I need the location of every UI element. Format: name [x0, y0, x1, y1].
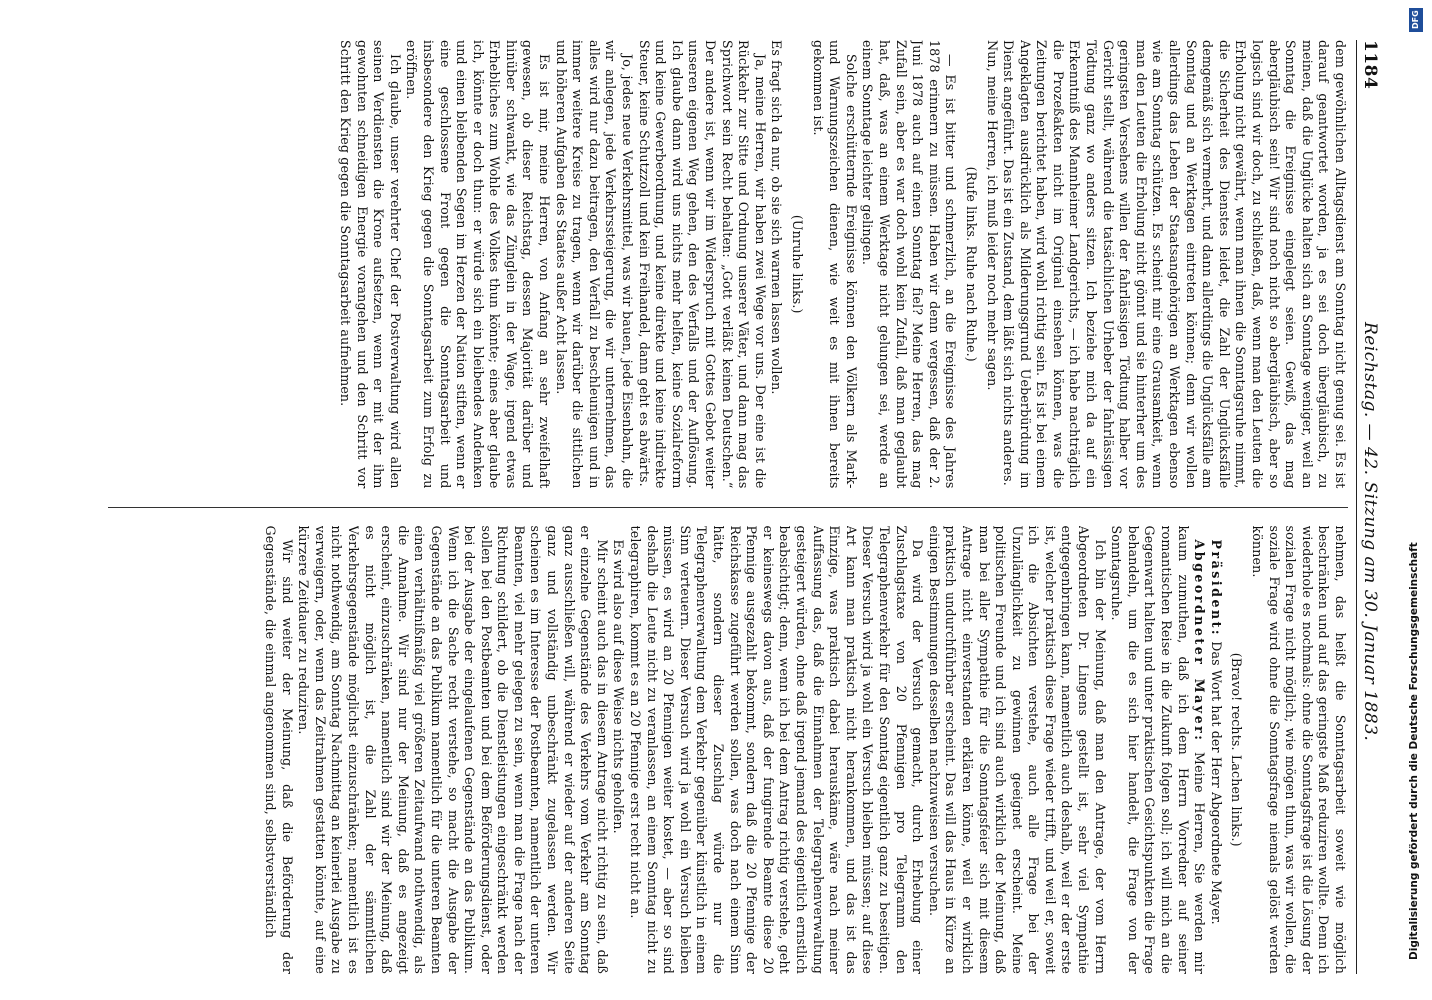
paragraph: [1000, 40, 1348, 489]
paragraph-text: Da wird der Versuch gemacht, durch Erhebung einer Zuschlagstaxe von 20 Pfennigen pro Telegramm den Telegraphenverkehr für den Sonntag eigentlich ganz zu beseitigen. Dieser Versuch wird ja wohl ein Versuch bleiben müssen; auf diese Art kann man praktisch nicht herankommen, und das ist das Einzige, was praktisch dabei herauskäme, wäre nach meiner Auffassung das, daß die Einnahmen der Telegraphenverwaltung gesteigert würden, ohne daß irgend jemand des eigentlich ernstlich beabsichtigt; denn, wenn ich bei dem Antrag richtig verstehe, geht er keineswegs davon aus, daß der fungirende Beamte diese 20 Pfennige ausgezahlt bekommt, sondern daß die 20 Pfennige der Reichskasse zugeführt werden sollen, was doch nach einem Sinn hätte, sondern dieser Zuschlag würde nur die Telegraphenverwaltung dem Verkehr gegenüber künstlich in einem Sinn verteuern. Dieser Versuch wird ja wohl ein Versuch bleiben müssen, es wird an 20 Pfennigen weiter kostet, — aber so sind deshalb die Leute nicht zu veranlassen, an einem Sonntag nicht zu telegraphiren, kommt es an 20 Pfennige erst recht nicht an.: [628, 525, 926, 974]
paragraph-text: Solche erschütternde Ereignisse können den Völkern als Mark- und Warnungszeichen dienen, wie weit es mit ihnen bereits gekommen ist.: [810, 40, 859, 489]
paragraph-text: (Unruhe links.): [790, 214, 805, 314]
paragraph: [925, 526, 1108, 975]
text-columns: [108, 40, 1348, 974]
paragraph: [635, 40, 768, 489]
paragraph-text: dem gewöhnlichen Alltagsdienst am Sonntag nicht genug sei. Es ist darauf geantwortet worden, ja es sei doch übergläubisch, zu meinen, daß die Unglücke halten sich an Sonntage weniger, weil an Sonntag die Ereignisse eingelegt seien. Gewiß, das mag abergläubisch sein! Wir sind noch nicht so abergläubisch, aber so logisch sind wir doch, zu schließen, daß, wenn man den Leuten die Erholung nicht gewährt, wenn man ihnen die Sonntagsruhe nimmt, die Sicherheit des Dienstes leidet, die Zahl der Unglücksfälle demgemäß sich vermehrt, und dann allerdings die Unglücksfälle am Sonntag und an Werktagen eintreten können; denn wir wollen allerdings das Leben der Staatsangehörigen an Werktagen ebenso wie am Sonntag schützen. Es scheint mir eine Grausamkeit, wenn man den Leuten die Erholung nicht gönnt und sie hinterher um des geringsten Versehens willen der fahrlässigen Tödtung halber vor Gericht stellt, während die tatsächlichen Urheber der fahrlässigen Tödtung ganz wo anders sitzen. Ich beziehe mich da auf ein Erkenntniß des Mannheimer Landgerichts, — ich habe nachträglich die Prozeßakten nicht im Original einsehen können, was die Zeitungen berichtet haben, wird wohl richtig sein. Es ist bei einem Angeklagten ausdrücklich als Milderungsgrund Ueberbürdung im Dienst angeführt. Das ist ein Zustand, dem läßt sich nichts anderes.: [1001, 40, 1348, 489]
right-column: [108, 526, 1348, 975]
paragraph-text: Das Wort hat der Herr Abgeordnete Mayer.: [1208, 637, 1224, 925]
paragraph: [1108, 526, 1208, 975]
paragraph-text: Es ist mir, meine Herren, von Anfang an sehr zweifelhaft gewesen, ob dieser Reichstag, dessen Majorität darüber und hinüber schwankt, wie das Zünglein in der Wage, irgend etwas Erhebliches zum Wohle des Volkes thun könnte; eines aber glaube ich, könnte er doch thun: er würde sich ein bleibendes Andenken und einen bleibenden Segen im Herzen der Nation stiften, wenn er eine geschlossene Front gegen die Sonntagsarbeit und insbesondere den Krieg gegen die Sonntagsarbeit zum Erfolg zu eröffnen.: [404, 40, 553, 489]
stage-direction: [1228, 526, 1245, 975]
page-title: Reichstag. — 42. Sitzung am 30. Januar 1883.: [1360, 322, 1380, 742]
paragraph: [336, 40, 402, 489]
paragraph-text: Wir sind weiter der Meinung, daß die Beförderung der Gegenstände, die einmal angenommen sind, selbstverständlich: [263, 525, 295, 974]
paragraph-text: Jo, jedes neue Verkehrsmittel, was wir bauen, jede Eisenbahn, die wir anlegen, jede Verkehrssteigerung, die wir unternehmen, das alles wird nur dazu beitragen, den Verfall zu beschleunigen und in immer weitere Kreise zu tragen, wenn wir darüber die sittlichen und höheren Aufgaben des Staates außer Acht lassen.: [553, 40, 636, 489]
paragraph-text: Meine Herren, Sie werden mir kaum zumuthen, daß ich dem Herrn Vorredner auf seiner romantischen Reise in die Zukunft folgen soll; ich will mich an die Gegenwart halten und unter praktischen Gesichtspunkten die Frage behandeln, um die es sich hier handelt, die Frage von der Sonntagsruhe.: [1109, 525, 1208, 974]
paragraph: [809, 40, 859, 489]
paragraph: [983, 40, 1000, 489]
paragraph-text: (Bravo! rechts. Lachen links.): [1229, 652, 1245, 847]
page-header: [1356, 40, 1380, 974]
paragraph: [626, 526, 925, 975]
paragraph-text: Mir scheint auch das in diesem Antrage nicht richtig zu sein, daß er einzelne Gegenstände des Verkehrs vom Verkehr am Sonntag ganz ausschließen will, während er wieder auf der anderen Seite ganz und vollständig unbeschränkt zugelassen werden. Wir scheinen es im Interesse der Postbeamten, namentlich der unteren Beamten, viel mehr gelegen zu sein, wenn man die Frage nach der Richtung schildert, ob die Dienstleistungen eingeschränkt werden sollen bei den Postbeamten und bei dem Beförderungsdienst, oder bei der Ausgabe der eingelaufenen Gegenstände an das Publikum. Wenn ich die Sache recht verstehe, so macht die Ausgabe der Gegenstände an das Publikum namentlich für die unteren Beamten einen verhältnißmäßig viel größeren Zeitaufwand nothwendig, als die Annahme. Wir sind nur der Meinung, daß es angezeigt erscheint, einzuschränken, namentlich sind wir der Meinung, daß es nicht möglich ist, die Zahl der sämmtlichen Verkehrsgegenstände möglichst einzuschränken; namentlich ist es nicht nothwendig, am Sonntag Nachmittag an keinerlei Ausgabe zu verweigern, oder, wenn das Zeitrahmen gestatten könnte, auf eine kürzere Zeitdauer zu reduziren.: [296, 525, 610, 974]
paragraph-text: nehmen, das heißt die Sonntagsarbeit soweit wie möglich beschränken und auf das geringste Maß reduziren wollte. Denn ich wiederhole es nochmals: ohne die Sonntagsfrage ist die Lösung der sozialen Frage nicht möglich; wie mögen thun, was wir wollen, die soziale Frage wird ohne die Sonntagsfrage niemals gelöst werden können.: [1250, 525, 1348, 974]
speaker-name: Abgeordneter Mayer:: [1192, 539, 1208, 743]
page-number: 1184: [1360, 40, 1380, 90]
stage-direction: [788, 40, 805, 489]
paragraph-text: Nun, meine Herren, ich muß leider noch mehr sagen.: [984, 40, 1000, 391]
dfg-logo: DFG: [1409, 8, 1423, 32]
paragraph: [859, 40, 959, 489]
paragraph: [552, 40, 635, 489]
paragraph-text: Ich bin der Meinung, daß man den Antrage, der vom Herrn Abgeordneten Dr. Lingens gestellt ist, sehr viel Sympathie entgegenbringen kann, namentlich auch deshalb, weil er der erste ist, welcher praktisch diese Frage wieder trifft, und weil er, soweit ich die Absichten verstehe, auch alle Frage bei der Unzulänglichkeit zu gewinnen geeignet erscheint. Meine politischen Freunde und ich sind auch wirklich der Meinung, daß man bei aller Sympathie für die Sonntagsfeier sich mit diesem Antrage nicht einverstanden erklären könne, weil er wirklich praktisch undurchführbar erscheint. Das will das Haus in Kürze an einigen Bestimmungen desselben nachzuweisen versuchen.: [926, 525, 1108, 974]
paragraph: [1207, 526, 1224, 975]
paragraph-text: Es wird also auf diese Weise nichts geholfen.: [611, 539, 627, 834]
paragraph-text: Ich glaube, unser verehrter Chef der Postverwaltung wird allen seinen Verdiensten die Krone aufsetzen, wenn er mit der ihm gewohnten schneidigen Energie vorangehen und den Schritt vor Schritt den Krieg gegen die Sonntagsarbeit aufnehmen.: [337, 40, 403, 489]
credit-text: Digitalisierung gefördert durch die Deutsche Forschungsgemeinschaft: [1408, 542, 1420, 960]
paragraph: [768, 40, 785, 489]
digitization-credit: [1400, 0, 1430, 1000]
paragraph-text: Es fragt sich da nur, ob sie sich warnen lassen wollen.: [769, 40, 785, 395]
speaker-name: Präsident:: [1208, 539, 1224, 638]
paragraph: [403, 40, 552, 489]
left-column: [108, 40, 1348, 489]
paragraph: [261, 526, 294, 975]
stage-direction: [962, 40, 979, 489]
column-divider: [108, 507, 1348, 508]
paragraph-text: Ja, meine Herren, wir haben zwei Wege vor uns. Der eine ist die Rückkehr zur Sitte und Ordnung unserer Väter, und dann mag das Sprichwort sein Recht behalten: „Gott verläßt keinen Deutschen.“ Der andere ist, wenn wir im Widerspruch mit Gottes Gebot weiter unseren eigenen Weg gehen, den des Verfalls und der Auflösung. Ich glaube dann wird uns nichts mehr helfen, keine Sozialreform und keine Gewerbeordnung, und keine direkte und keine indirekte Steuer, keine Schutzzoll und kein Freihandel, dann geht es abwärts.: [636, 40, 768, 489]
paragraph: [295, 526, 610, 975]
paragraph: [1248, 526, 1348, 975]
paragraph-text: — Es ist bitter und schmerzlich, an die Ereignisse des Jahres 1878 erinnern zu müssen. Haben wir denn vergessen, daß der 2. Juni 1878 auch auf einen Sonntag fiel? Meine Herren, das mag Zufall sein, aber es war doch wohl kein Zufall, daß man geglaubt hat, daß, was an einem Werktage nicht gelungen sei, werde an einem Sonntage leichter gelingen.: [860, 40, 959, 489]
paragraph: [610, 526, 627, 975]
paragraph-text: (Rufe links. Ruhe nach Ruhe.): [963, 166, 979, 362]
